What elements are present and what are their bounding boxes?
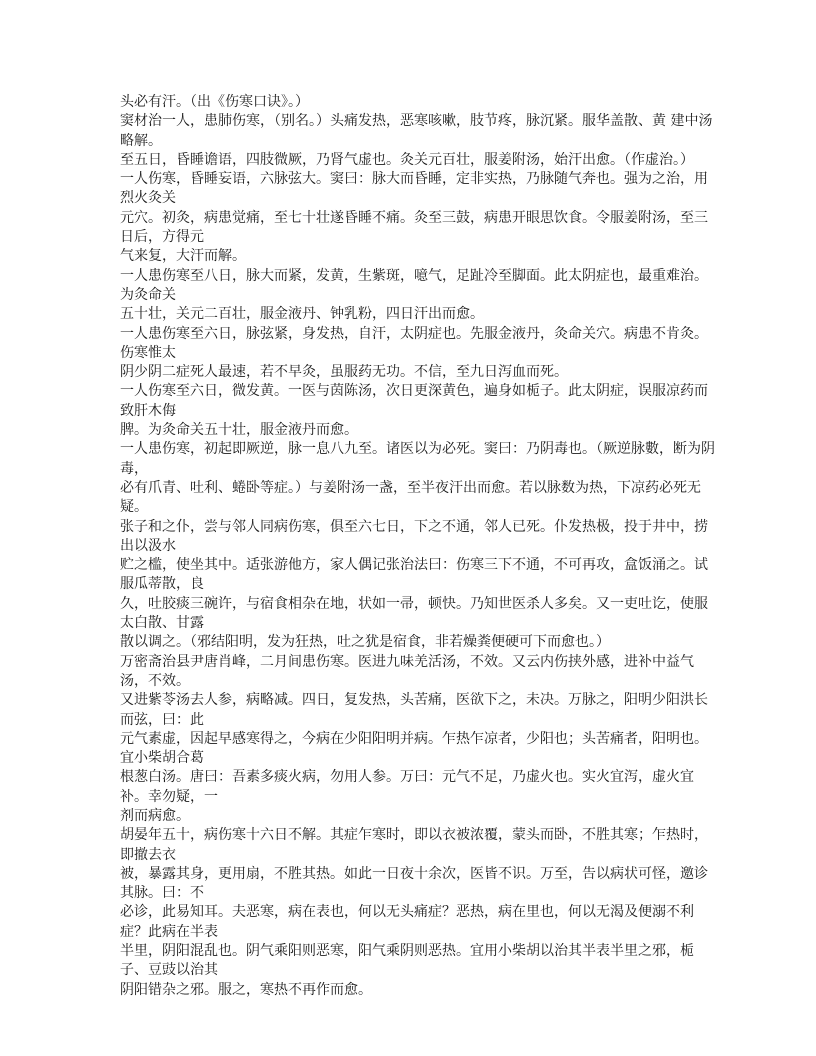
paragraph: 窦材治一人，患肺伤寒，（别名。）头痛发热，恶寒咳嗽，肢节疼，脉沉紧。服华盖散、黄 建中汤略解。 (120, 113, 713, 149)
paragraph: 久，吐胶痰三碗许，与宿食相杂在地，状如一帚，顿快。乃知世医杀人多矣。又一吏吐讫，使服太白散、甘露 (120, 595, 708, 632)
paragraph: 根葱白汤。唐曰：吾素多痰火病，勿用人参。万曰：元气不足，乃虚火也。实火宜泻，虚火宜补。幸勿疑，一 (120, 769, 694, 805)
paragraph: 一人伤寒，昏睡妄语，六脉弦大。窦曰：脉大而昏睡，定非实热，乃脉随气奔也。强为之治，用烈火灸关 (120, 171, 708, 207)
paragraph: 胡晏年五十，病伤寒十六日不解。其症乍寒时，即以衣被浓覆，蒙头而卧，不胜其寒；乍热时，即撤去衣 (120, 827, 708, 863)
paragraph: 必诊，此易知耳。夫恶寒，病在表也，何以无头痛症？恶热，病在里也，何以无渴及便溺不利症？此病在半表 (120, 904, 694, 940)
paragraph: 脾。为灸命关五十壮，服金液丹而愈。 (120, 422, 358, 439)
paragraph: 头必有汗。（出《伤寒口诀》。） (120, 94, 309, 110)
paragraph: 五十壮，关元二百壮，服金液丹、钟乳粉，四日汗出而愈。 (120, 306, 484, 323)
document-page (120, 93, 720, 1000)
paragraph: 阴少阴二症死人最速，若不早灸，虽服药无功。不信，至九日泻血而死。 (120, 364, 568, 381)
paragraph: 万密斋治县尹唐肖峰，二月间患伤寒。医进九味羌活汤，不效。又云内伤挟外感，进补中益气汤，不效。 (120, 653, 694, 689)
paragraph: 剂而病愈。 (120, 807, 190, 824)
paragraph: 至五日，昏睡谵语，四肢微厥，乃肾气虚也。灸关元百壮，服姜附汤，始汗出愈。（作虚治。） (120, 151, 694, 168)
paragraph: 必有爪青、吐利、蜷卧等症。）与姜附汤一盏，至半夜汗出而愈。若以脉数为热，下凉药必死无疑。 (120, 479, 701, 516)
paragraph: 元气素虚，因起早感寒得之，今病在少阳阳明并病。乍热乍凉者，少阳也；头苦痛者，阳明也。宜小柴胡合葛 (120, 730, 708, 767)
paragraph: 被，暴露其身，更用扇，不胜其热。如此一日夜十余次，医皆不识。万至，告以病状可怪，邀诊其脉。曰：不 (120, 865, 708, 902)
paragraph: 一人患伤寒至六日，脉弦紧，身发热，自汗，太阴症也。先服金液丹，灸命关穴。病患不肯灸。伤寒惟太 (120, 325, 708, 361)
paragraph: 张子和之仆，尝与邻人同病伤寒，俱至六七日，下之不通，邻人已死。仆发热极，投于井中，捞出以汲水 (120, 518, 708, 554)
paragraph: 一人伤寒至六日，微发黄。一医与茵陈汤，次日更深黄色，遍身如栀子。此太阴症，误服凉药而致肝木侮 (120, 383, 708, 419)
paragraph: 又进紫苓汤去人参，病略减。四日，复发热，头苦痛，医欲下之，未决。万脉之，阳明少阳洪长而弦，曰：此 (120, 692, 708, 728)
paragraph: 贮之槛，使坐其中。适张游他方，家人偶记张治法曰：伤寒三下不通，不可再攻，盒饭涌之。试服瓜蒂散，良 (120, 557, 708, 593)
paragraph: 气来复，大汗而解。 (120, 248, 246, 265)
paragraph: 元穴。初灸，病患觉痛，至七十壮遂昏睡不痛。灸至三鼓，病患开眼思饮食。令服姜附汤，至三日后，方得元 (120, 209, 708, 246)
paragraph: 散以调之。（邪结阳明，发为狂热，吐之犹是宿食，非若燥粪便硬可下而愈也。） (120, 634, 610, 651)
paragraph: 阴阳错杂之邪。服之，寒热不再作而愈。 (120, 981, 372, 998)
paragraph: 一人患伤寒，初起即厥逆，脉一息八九至。诸医以为必死。窦曰：乃阴毒也。（厥逆脉數，断为阴毒， (120, 441, 715, 477)
paragraph: 半里，阴阳混乱也。阴气乘阳则恶寒，阳气乘阴则恶热。宜用小柴胡以治其半表半里之邪，栀子、豆豉以治其 (120, 943, 694, 979)
paragraph: 一人患伤寒至八日，脉大而紧，发黄，生紫斑，噫气，足趾冷至脚面。此太阴症也，最重难治。为灸命关 (120, 267, 708, 303)
